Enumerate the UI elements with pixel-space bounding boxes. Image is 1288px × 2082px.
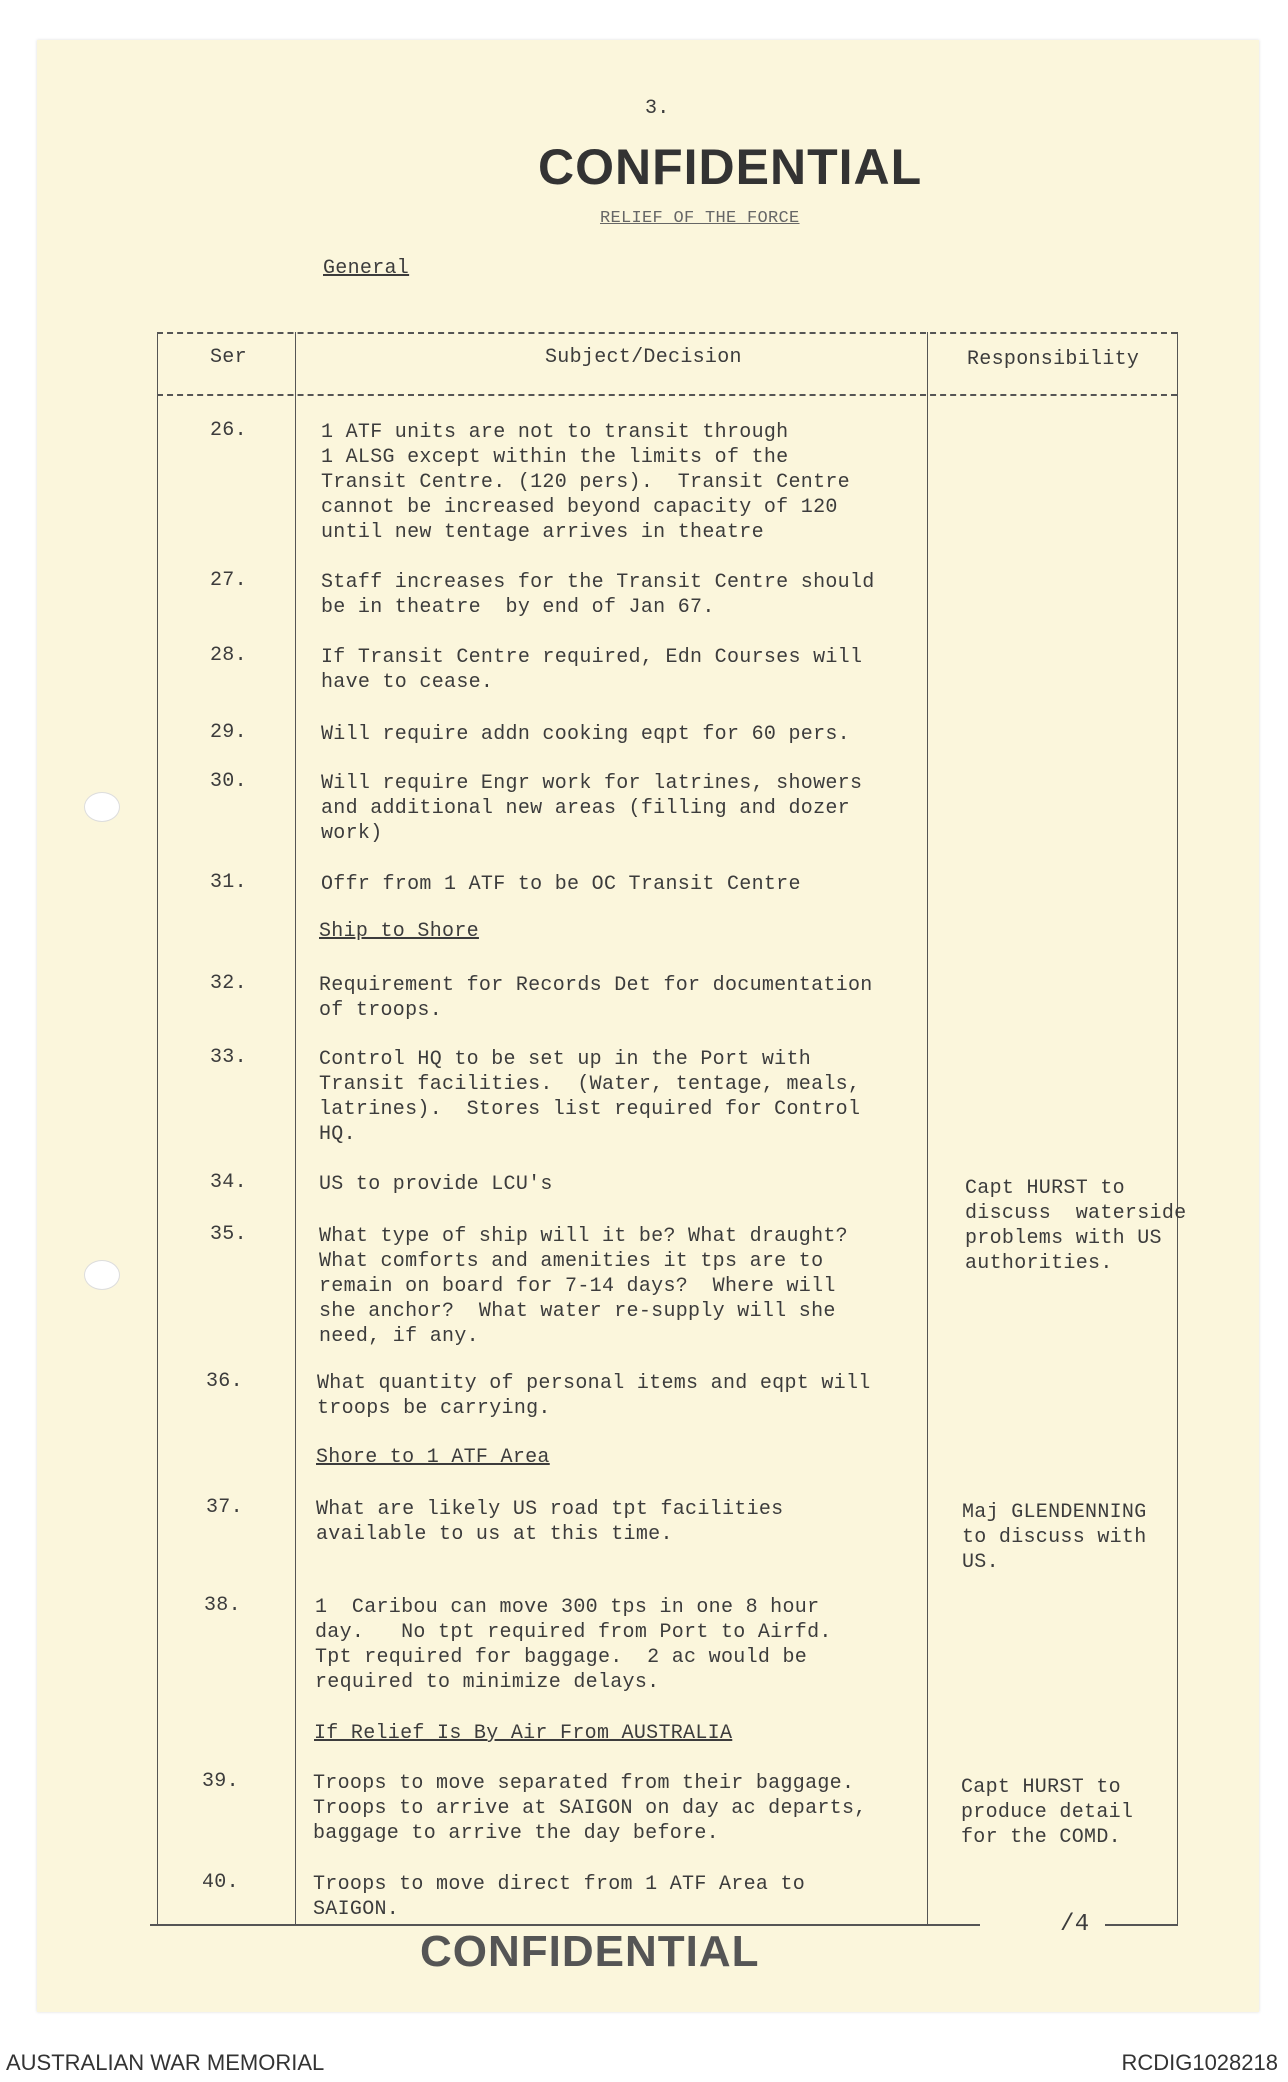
subject-text: Staff increases for the Transit Centre should be in theatre by end of Jan 67. <box>321 571 875 619</box>
punch-hole <box>84 1260 120 1290</box>
subheading-ship-to-shore: Ship to Shore <box>319 920 479 943</box>
table-right-border <box>1177 332 1178 1926</box>
ser-number: 26. <box>210 419 247 442</box>
subject-text: 1 ATF units are not to transit through 1 ALSG except within the limits of the Transit Centre. (120 pers). Transit Centre cannot be increased beyond capacity of 120 until new tentage arrives in theatre <box>321 421 850 544</box>
col-header-ser: Ser <box>210 346 247 369</box>
ser-number: 39. <box>202 1770 239 1793</box>
subject-text: Offr from 1 ATF to be OC Transit Centre <box>321 873 801 896</box>
header-divider <box>157 394 1177 396</box>
table-top-border <box>157 332 1177 334</box>
ser-number: 30. <box>210 770 247 793</box>
subject-text: What type of ship will it be? What draught? What comforts and amenities it tps are to remain on board for 7-14 days? Where will she anchor? What water re-supply will she need, if any. <box>319 1225 848 1348</box>
subheading-shore-to-atf: Shore to 1 ATF Area <box>316 1446 550 1469</box>
continuation-marker: /4 <box>1060 1911 1090 1938</box>
subject-text: Will require addn cooking eqpt for 60 pers. <box>321 723 850 746</box>
subject-text: If Transit Centre required, Edn Courses will have to cease. <box>321 646 863 694</box>
ser-number: 35. <box>210 1223 247 1246</box>
subject-text: Will require Engr work for latrines, showers and additional new areas (filling and dozer work) <box>321 772 863 845</box>
ser-number: 28. <box>210 644 247 667</box>
column-divider <box>295 332 296 1926</box>
ser-number: 32. <box>210 972 247 995</box>
subject-text: 1 Caribou can move 300 tps in one 8 hour day. No tpt required from Port to Airfd. Tpt required for baggage. 2 ac would be required to minimize delays. <box>315 1596 832 1694</box>
subject-text: Requirement for Records Det for documentation of troops. <box>319 974 873 1022</box>
ser-number: 33. <box>210 1046 247 1069</box>
subject-text: What are likely US road tpt facilities available to us at this time. <box>316 1498 784 1546</box>
page-number: 3. <box>645 97 670 120</box>
ser-number: 31. <box>210 871 247 894</box>
responsibility-text: Capt HURST to discuss waterside problems with US authorities. <box>965 1177 1187 1275</box>
document-page <box>37 40 1259 2012</box>
footer-record-id: RCDIG1028218 <box>1121 2050 1278 2075</box>
ser-number: 29. <box>210 721 247 744</box>
ser-number: 37. <box>206 1496 243 1519</box>
subject-text: Troops to move direct from 1 ATF Area to SAIGON. <box>313 1873 806 1921</box>
subject-text: What quantity of personal items and eqpt will troops be carrying. <box>317 1372 871 1420</box>
subject-text: Troops to move separated from their baggage. Troops to arrive at SAIGON on day ac departs, baggage to arrive the day before. <box>313 1772 867 1845</box>
footer-institution: AUSTRALIAN WAR MEMORIAL <box>6 2050 325 2075</box>
section-heading: General <box>323 257 410 280</box>
subject-text: US to provide LCU's <box>319 1173 553 1196</box>
responsibility-text: Capt HURST to produce detail for the COMD. <box>961 1776 1134 1849</box>
ser-number: 38. <box>204 1594 241 1617</box>
table-left-border <box>157 332 158 1926</box>
punch-hole <box>84 792 120 822</box>
ser-number: 34. <box>210 1171 247 1194</box>
table-bottom-border <box>1105 1924 1177 1926</box>
col-header-responsibility: Responsibility <box>967 348 1140 371</box>
confidential-stamp-top: CONFIDENTIAL <box>538 139 923 195</box>
ser-number: 36. <box>206 1370 243 1393</box>
confidential-stamp-bottom: CONFIDENTIAL <box>420 1927 760 1976</box>
column-divider <box>927 332 928 1926</box>
table-bottom-border <box>150 1924 980 1926</box>
subheading-relief-by-air: If Relief Is By Air From AUSTRALIA <box>314 1722 733 1745</box>
heading: RELIEF OF THE FORCE <box>600 209 800 228</box>
responsibility-text: Maj GLENDENNING to discuss with US. <box>962 1501 1147 1574</box>
col-header-subject: Subject/Decision <box>545 346 742 369</box>
subject-text: Control HQ to be set up in the Port with Transit facilities. (Water, tentage, meals, latrines). Stores list required for Control HQ. <box>319 1048 861 1146</box>
ser-number: 40. <box>202 1871 239 1894</box>
ser-number: 27. <box>210 569 247 592</box>
